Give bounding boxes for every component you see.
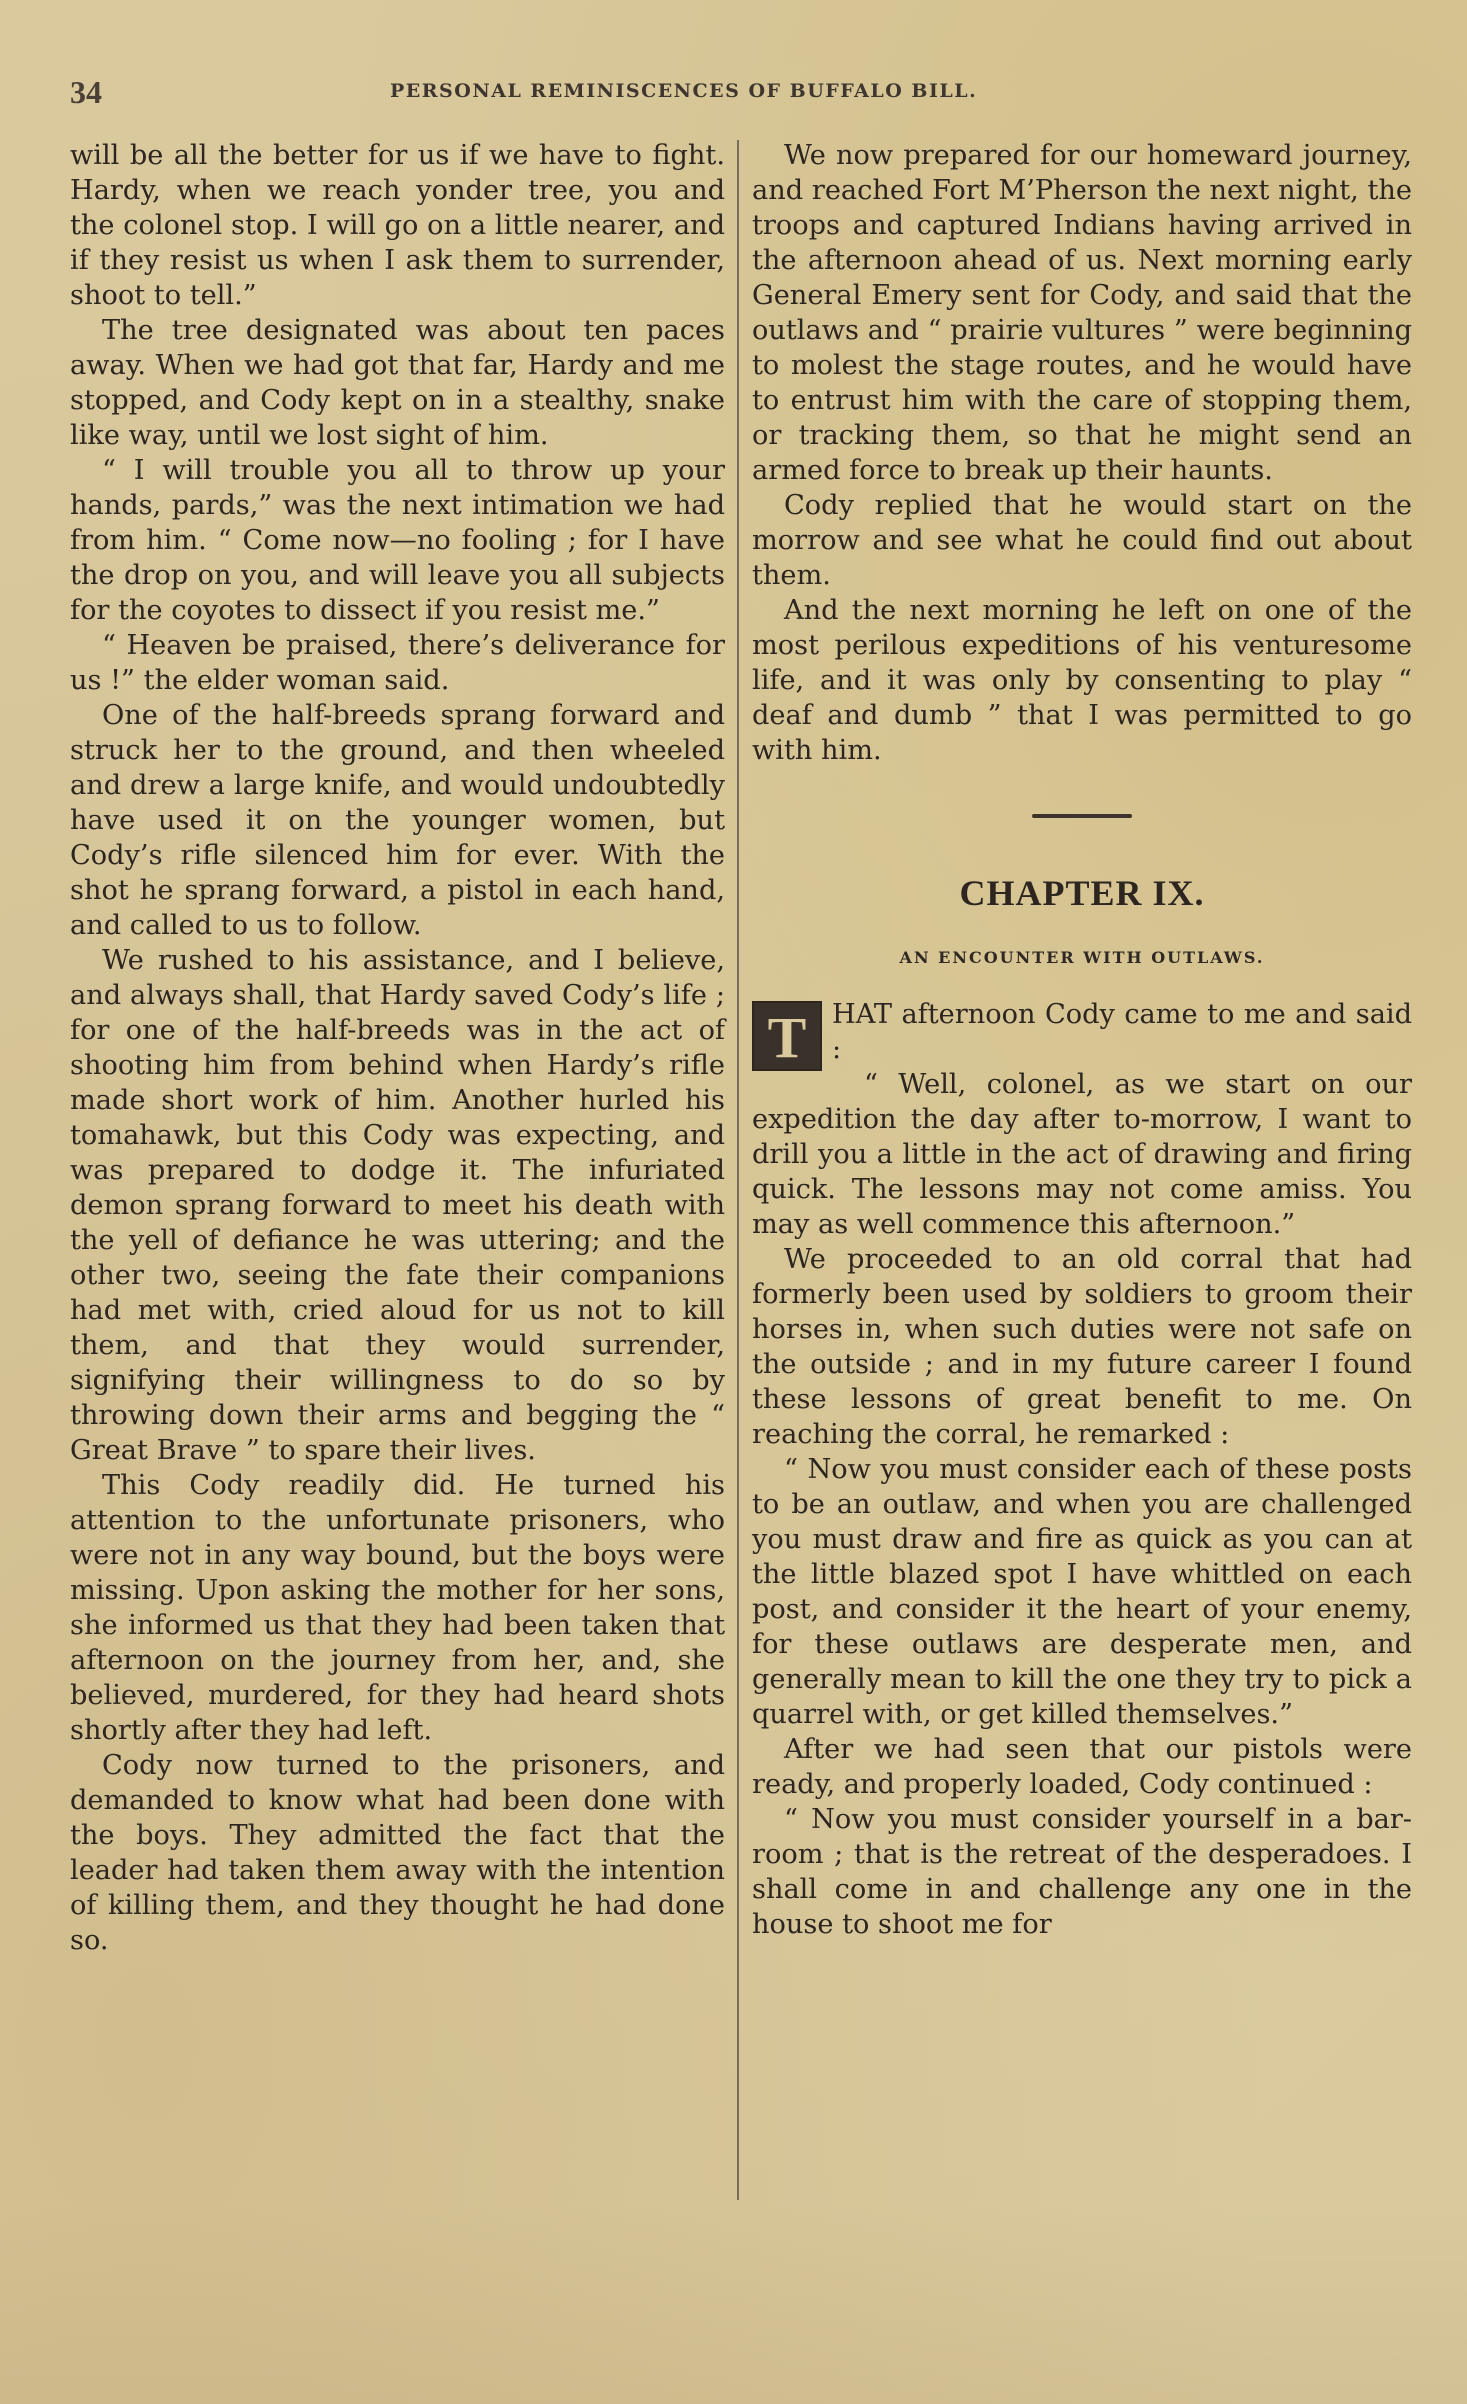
chapter-title: CHAPTER IX. (959, 873, 1205, 913)
opening-paragraph (752, 997, 1412, 1070)
paragraph: “ Now you must consider yourself in a bar-room ; that is the retreat of the desperadoes. I shall come in and challenge any one in the house to shoot me for (752, 1804, 1412, 1940)
column-rule (737, 140, 739, 2200)
paragraph: Cody now turned to the prisoners, and demanded to know what had been done with the boys. They admitted the fact that the leader had taken them away with the intention of killing them, and they thought he had done so. (70, 1750, 725, 1956)
paragraph: We now prepared for our homeward journey, and reached Fort M’Pherson the next night, the troops and captured Indians having arrived in the afternoon ahead of us. Next morning early General Emery sent for Cody, and said that the outlaws and “ prairie vultures ” were beginning to molest the stage routes, and he would have to entrust him with the care of stopping them, or tracking them, so that he might send an armed force to break up their haunts. (752, 140, 1412, 486)
paragraph: “ Heaven be praised, there’s deliverance for us !” the elder woman said. (70, 630, 725, 696)
page-number: 34 (70, 74, 102, 110)
paragraph: And the next morning he left on one of the most perilous expeditions of his venturesome life, and it was only by consenting to play “ deaf and dumb ” that I was permitted to go with him. (752, 595, 1412, 766)
right-column (752, 138, 1412, 1942)
section-divider (1032, 814, 1132, 818)
chapter-subtitle: AN ENCOUNTER WITH OUTLAWS. (899, 948, 1265, 967)
paragraph: The tree designated was about ten paces away. When we had got that far, Hardy and me stopped, and Cody kept on in a stealthy, snake like way, until we lost sight of him. (70, 315, 725, 451)
paper-stain (0, 2204, 1467, 2404)
paragraph: One of the half-breeds sprang forward and struck her to the ground, and then wheeled and drew a large knife, and would undoubtedly have used it on the younger women, but Cody’s rifle silenced him for ever. With the shot he sprang forward, a pistol in each hand, and called to us to follow. (70, 700, 725, 941)
paragraph: After we had seen that our pistols were ready, and properly loaded, Cody continued : (752, 1734, 1412, 1800)
opening-text: HAT afternoon Cody came to me and said : (832, 999, 1412, 1065)
left-column (70, 138, 725, 1958)
paragraph: “ Well, colonel, as we start on our expedition the day after to-morrow, I want to drill you a little in the act of drawing and firing quick. The lessons may not come amiss. You may as well commence this afternoon.” (752, 1069, 1412, 1240)
running-head: PERSONAL REMINISCENCES OF BUFFALO BILL. (390, 80, 978, 102)
paragraph: “ I will trouble you all to throw up your hands, pards,” was the next intimation we had from him. “ Come now—no fooling ; for I have the drop on you, and will leave you all subjects for the coyotes to dissect if you resist me.” (70, 455, 725, 626)
paragraph: We rushed to his assistance, and I believe, and always shall, that Hardy saved Cody’s life ; for one of the half-breeds was in the act of shooting him from behind when Hardy’s rifle made short work of him. Another hurled his tomahawk, but this Cody was expecting, and was prepared to dodge it. The infuriated demon sprang forward to meet his death with the yell of defiance he was uttering; and the other two, seeing the fate their companions had met with, cried aloud for us not to kill them, and that they would surrender, signifying their willingness to do so by throwing down their arms and begging the “ Great Brave ” to spare their lives. (70, 945, 725, 1466)
paragraph: This Cody readily did. He turned his attention to the unfortunate prisoners, who were not in any way bound, but the boys were missing. Upon asking the mother for her sons, she informed us that they had been taken that afternoon on the journey from her, and, she believed, murdered, for they had heard shots shortly after they had left. (70, 1470, 725, 1746)
paragraph: Cody replied that he would start on the morrow and see what he could find out about them. (752, 490, 1412, 591)
paragraph: We proceeded to an old corral that had formerly been used by soldiers to groom their horses in, when such duties were not safe on the outside ; and in my future career I found these lessons of great benefit to me. On reaching the corral, he remarked : (752, 1244, 1412, 1450)
paragraph: will be all the better for us if we have to fight. Hardy, when we reach yonder tree, you and the colonel stop. I will go on a little nearer, and if they resist us when I ask them to surrender, shoot to tell.” (70, 140, 725, 311)
drop-cap: T (752, 1001, 822, 1071)
paragraph: “ Now you must consider each of these posts to be an outlaw, and when you are challenged you must draw and fire as quick as you can at the little blazed spot I have whittled on each post, and consider it the heart of your enemy, for these outlaws are desperate men, and generally mean to kill the one they try to pick a quarrel with, or get killed themselves.” (752, 1454, 1412, 1730)
page-header (70, 74, 1400, 114)
